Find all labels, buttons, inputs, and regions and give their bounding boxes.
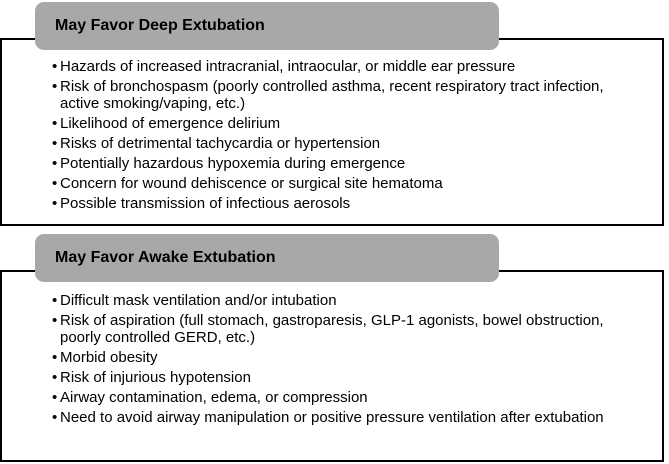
awake-item-2: • Risk of aspiration (full stomach, gastroparesis, GLP-1 agonists, bowel obstruction, poorly controlled GERD, etc.) <box>52 312 642 346</box>
deep-item-4: • Risks of detrimental tachycardia or hypertension <box>52 135 642 152</box>
deep-extubation-header: May Favor Deep Extubation <box>35 2 499 50</box>
awake-extubation-header: May Favor Awake Extubation <box>35 234 499 282</box>
deep-item-6: • Concern for wound dehiscence or surgical site hematoma <box>52 175 642 192</box>
awake-extubation-panel <box>0 270 664 462</box>
awake-extubation-list <box>52 292 642 429</box>
awake-item-6: • Need to avoid airway manipulation or positive pressure ventilation after extubation <box>52 409 642 426</box>
deep-item-2: • Risk of bronchospasm (poorly controlled asthma, recent respiratory tract infection, active smoking/vaping, etc.) <box>52 78 642 112</box>
deep-item-7: • Possible transmission of infectious aerosols <box>52 195 642 212</box>
awake-item-5: • Airway contamination, edema, or compression <box>52 389 642 406</box>
awake-item-1: • Difficult mask ventilation and/or intubation <box>52 292 642 309</box>
deep-item-1: • Hazards of increased intracranial, intraocular, or middle ear pressure <box>52 58 642 75</box>
awake-item-4: • Risk of injurious hypotension <box>52 369 642 386</box>
deep-item-3: • Likelihood of emergence delirium <box>52 115 642 132</box>
deep-extubation-panel <box>0 38 664 226</box>
deep-item-5: • Potentially hazardous hypoxemia during emergence <box>52 155 642 172</box>
deep-extubation-list <box>52 58 642 215</box>
awake-item-3: • Morbid obesity <box>52 349 642 366</box>
